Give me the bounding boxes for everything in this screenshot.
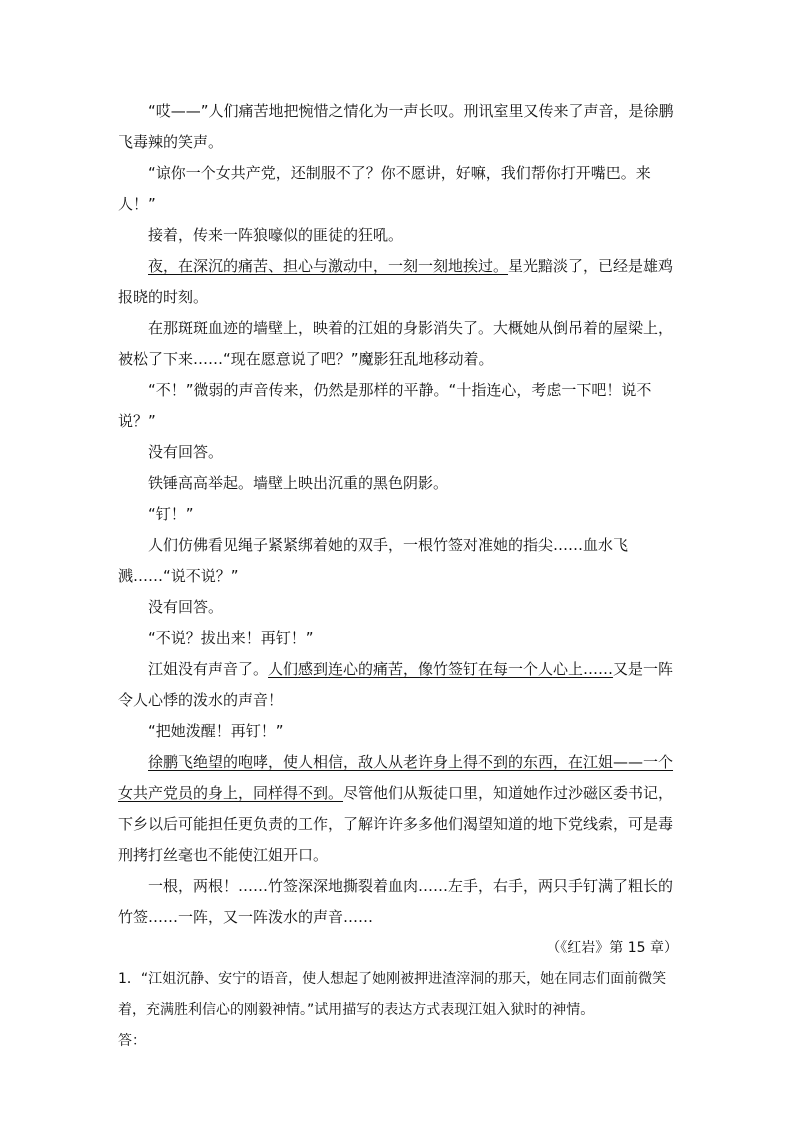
underlined-sentence: 夜，在深沉的痛苦、担心与激动中，一刻一刻地挨过。 — [148, 257, 509, 275]
passage-paragraph — [118, 530, 678, 592]
question-1: 1．“江姐沉静、安宁的语音，使人想起了她刚被押进渣滓洞的那天，她在同志们面前微笑着，充满胜利信心的刚毅神情。”试用描写的表达方式表现江姐入狱时的神情。 — [118, 971, 667, 1018]
passage-paragraph — [118, 158, 678, 220]
paragraph-text: “哎——”人们痛苦地把惋惜之情化为一声长叹。刑讯室里又传来了声音，是徐鹏飞毒辣的笑声。 — [118, 102, 674, 151]
paragraph-text: “不说？拔出来！再钉！” — [148, 629, 314, 647]
paragraph-text: 在那斑斑血迹的墙壁上，映着的江姐的身影消失了。大概她从倒吊着的屋梁上，被松了下来……“现在愿意说了吧？”魔影狂乱地移动着。 — [118, 319, 674, 368]
paragraph-text: 没有回答。 — [148, 443, 224, 461]
source-citation: （《红岩》第 15 章） — [546, 940, 678, 956]
passage-paragraph — [118, 313, 678, 375]
paragraph-text: 一根，两根！……竹签深深地撕裂着血肉……左手，右手，两只手钉满了粗长的竹签……一阵，又一阵泼水的声音…… — [118, 877, 674, 926]
paragraph-text: 又是一阵令人心悸的泼水的声音！ — [118, 660, 674, 709]
paragraph-text: 接着，传来一阵狼嚎似的匪徒的狂吼。 — [148, 226, 404, 244]
passage — [118, 96, 678, 933]
document-content — [118, 96, 678, 1057]
passage-paragraph — [118, 623, 678, 654]
paragraph-text: 人们仿佛看见绳子紧紧绑着她的双手，一根竹签对准她的指尖……血水飞溅……“说不说？” — [118, 536, 629, 585]
underlined-sentence: 人们感到连心的痛苦，像竹签钉在每一个人心上…… — [268, 660, 614, 678]
paragraph-text: 星光黯淡了，已经是雄鸡报晓的时刻。 — [118, 257, 674, 306]
passage-paragraph — [118, 220, 678, 251]
passage-paragraph — [118, 375, 678, 437]
paragraph-text: “谅你一个女共产党，还制服不了？你不愿讲，好嘛，我们帮你打开嘴巴。来人！” — [118, 164, 651, 213]
paragraph-text: “不！”微弱的声音传来，仍然是那样的平静。“十指连心，考虑一下吧！说不说？” — [118, 381, 652, 430]
passage-paragraph — [118, 592, 678, 623]
paragraph-text: 江姐没有声音了。 — [148, 660, 269, 678]
passage-paragraph — [118, 96, 678, 158]
paragraph-text: “钉！” — [148, 505, 194, 523]
passage-paragraph — [118, 716, 678, 747]
answer-label: 答： — [118, 1033, 146, 1049]
passage-paragraph — [118, 654, 678, 716]
paragraph-text: 没有回答。 — [148, 598, 224, 616]
paragraph-text: 尽管他们从叛徒口里，知道她作过沙磁区委书记，下乡以后可能担任更负责的工作，了解许许多多他们渴望知道的地下党线索，可是毒刑拷打丝毫也不能使江姐开口。 — [118, 784, 674, 864]
underlined-sentence: 徐鹏飞绝望的咆哮，使人相信，敌人从老许身上得不到的东西，在江姐——一个女共产党员的身上，同样得不到。 — [118, 753, 674, 802]
paragraph-text: 铁锤高高举起。墙壁上映出沉重的黑色阴影。 — [148, 474, 449, 492]
paragraph-text: “把她泼醒！再钉！” — [148, 722, 284, 740]
passage-paragraph — [118, 468, 678, 499]
passage-paragraph — [118, 499, 678, 530]
passage-paragraph — [118, 437, 678, 468]
passage-paragraph — [118, 871, 678, 933]
passage-paragraph — [118, 251, 678, 313]
passage-paragraph — [118, 747, 678, 871]
